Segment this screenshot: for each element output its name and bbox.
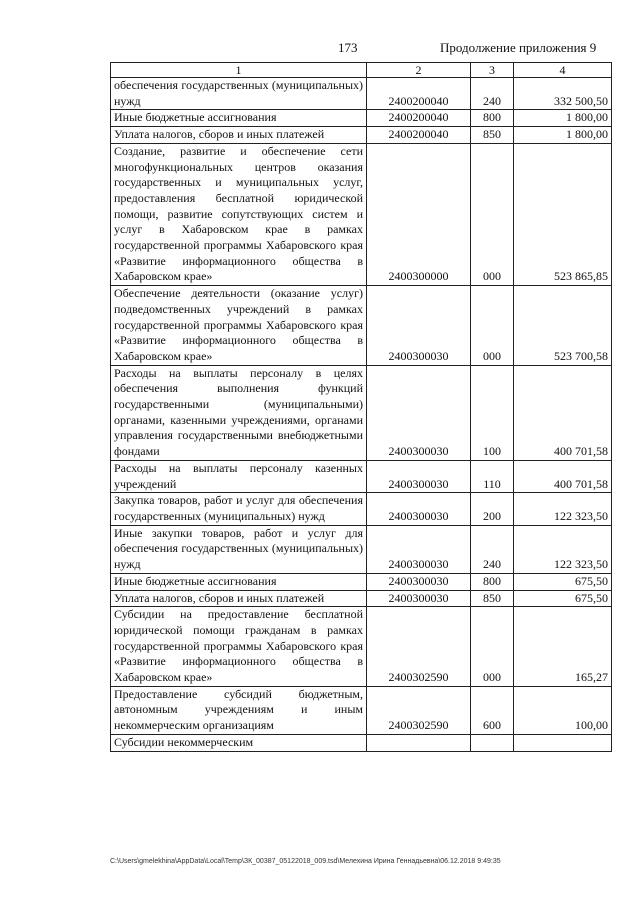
target-article-code: 2400300030 <box>367 525 471 573</box>
table-header <box>111 63 612 78</box>
target-article-code: 2400300030 <box>367 573 471 590</box>
target-article-code: 2400300030 <box>367 590 471 607</box>
column-header: 2 <box>367 63 471 78</box>
expense-type-code: 110 <box>471 460 514 492</box>
target-article-code: 2400300000 <box>367 143 471 285</box>
expense-type-code: 240 <box>471 78 514 110</box>
expense-name: Предоставление субсидий бюджетным, автономным учреждениям и иным некоммерческим организациям <box>111 686 367 734</box>
table-row <box>111 734 612 751</box>
column-header: 4 <box>514 63 612 78</box>
amount: 400 701,58 <box>514 365 612 460</box>
expense-name: Субсидии на предоставление бесплатной юридической помощи гражданам в рамках государственной программы Хабаровского края «Развитие информационного общества в Хабаровском крае» <box>111 607 367 687</box>
expense-name: Обеспечение деятельности (оказание услуг) подведомственных учреждений в рамках государственной программы Хабаровского края «Развитие информационного общества в Хабаровском крае» <box>111 286 367 366</box>
expense-name: Уплата налогов, сборов и иных платежей <box>111 590 367 607</box>
expense-type-code: 800 <box>471 573 514 590</box>
table-row <box>111 590 612 607</box>
target-article-code: 2400200040 <box>367 78 471 110</box>
expense-name: Субсидии некоммерческим <box>111 734 367 751</box>
target-article-code <box>367 734 471 751</box>
expense-name: обеспечения государственных (муниципальных) нужд <box>111 78 367 110</box>
expense-type-code: 600 <box>471 686 514 734</box>
expense-name: Иные закупки товаров, работ и услуг для обеспечения государственных (муниципальных) нужд <box>111 525 367 573</box>
target-article-code: 2400300030 <box>367 365 471 460</box>
table-row <box>111 460 612 492</box>
expense-type-code: 100 <box>471 365 514 460</box>
table-row <box>111 78 612 110</box>
table-row <box>111 110 612 127</box>
amount: 1 800,00 <box>514 110 612 127</box>
amount: 100,00 <box>514 686 612 734</box>
table-row <box>111 607 612 687</box>
table-row <box>111 286 612 366</box>
table-row <box>111 127 612 144</box>
expense-type-code: 000 <box>471 286 514 366</box>
target-article-code: 2400300030 <box>367 493 471 525</box>
expense-type-code <box>471 734 514 751</box>
target-article-code: 2400300030 <box>367 286 471 366</box>
table-row <box>111 525 612 573</box>
amount: 332 500,50 <box>514 78 612 110</box>
target-article-code: 2400200040 <box>367 127 471 144</box>
table-row <box>111 573 612 590</box>
expense-name: Расходы на выплаты персоналу казенных учреждений <box>111 460 367 492</box>
amount: 400 701,58 <box>514 460 612 492</box>
budget-table <box>110 62 612 752</box>
amount: 523 865,85 <box>514 143 612 285</box>
amount: 122 323,50 <box>514 493 612 525</box>
expense-type-code: 240 <box>471 525 514 573</box>
document-path-footer: C:\Users\gmelekhina\AppData\Local\Temp\ЗК_00387_05122018_009.tsd\Мелехина Ирина Геннадьевна\06.12.2018 9:49:35 <box>110 858 501 865</box>
expense-name: Иные бюджетные ассигнования <box>111 110 367 127</box>
table-body <box>111 78 612 752</box>
target-article-code: 2400302590 <box>367 607 471 687</box>
expense-name: Иные бюджетные ассигнования <box>111 573 367 590</box>
appendix-continuation-title: Продолжение приложения 9 <box>440 40 597 55</box>
page-number: 173 <box>338 40 358 55</box>
amount <box>514 734 612 751</box>
column-header: 1 <box>111 63 367 78</box>
expense-name: Уплата налогов, сборов и иных платежей <box>111 127 367 144</box>
amount: 165,27 <box>514 607 612 687</box>
expense-type-code: 000 <box>471 607 514 687</box>
amount: 523 700,58 <box>514 286 612 366</box>
target-article-code: 2400302590 <box>367 686 471 734</box>
expense-name: Создание, развитие и обеспечение сети многофункциональных центров оказания государственных и муниципальных услуг, предоставления бесплатной юридической помощи, развитие сопутствующих систем и услуг в Хабаровском крае в рамках государственной программы Хабаровского края «Развитие информационного общества в Хабаровском крае» <box>111 143 367 285</box>
amount: 675,50 <box>514 573 612 590</box>
table-row <box>111 493 612 525</box>
amount: 1 800,00 <box>514 127 612 144</box>
table-row <box>111 143 612 285</box>
expense-type-code: 850 <box>471 127 514 144</box>
target-article-code: 2400200040 <box>367 110 471 127</box>
expense-type-code: 000 <box>471 143 514 285</box>
column-header: 3 <box>471 63 514 78</box>
amount: 675,50 <box>514 590 612 607</box>
expense-type-code: 850 <box>471 590 514 607</box>
expense-type-code: 200 <box>471 493 514 525</box>
expense-name: Закупка товаров, работ и услуг для обеспечения государственных (муниципальных) нужд <box>111 493 367 525</box>
target-article-code: 2400300030 <box>367 460 471 492</box>
amount: 122 323,50 <box>514 525 612 573</box>
expense-type-code: 800 <box>471 110 514 127</box>
table-row <box>111 686 612 734</box>
expense-name: Расходы на выплаты персоналу в целях обеспечения выполнения функций государственными (муниципальными) органами, казенными учреждениями, органами управления государственными внебюджетными фондами <box>111 365 367 460</box>
table-row <box>111 365 612 460</box>
header-row <box>111 63 612 78</box>
